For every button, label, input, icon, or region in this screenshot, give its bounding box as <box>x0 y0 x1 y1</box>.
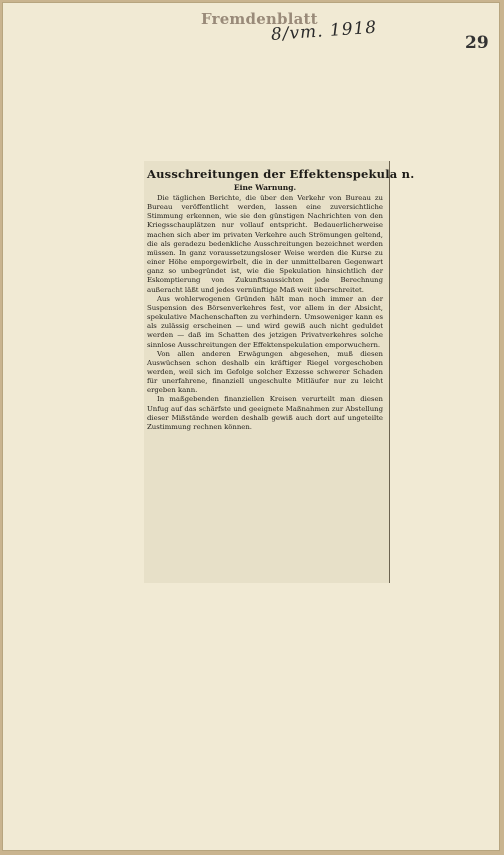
handwritten-date: 8/vm. 1918 <box>270 17 378 45</box>
article-paragraph-2: Aus wohlerwogenen Gründen hält man noch immer an der Suspension des Börsenverkehres fest, vor allem in der Absicht, spekulative Machenschaften zu verhindern. Umsoweniger kann es als zulässig erscheinen — und wird gewiß auch nicht geduldet werden — daß im Schatten des jetzigen Privatverkehres solche sinnlose Ausschreitungen der Effektenspekulation emporwuchern. <box>147 294 383 349</box>
archive-page <box>2 2 500 851</box>
article-paragraph-3: Von allen anderen Erwägungen abgesehen, muß diesen Auswüchsen schon deshalb ein kräftiger Riegel vorgeschoben werden, weil sich im Gefolge solcher Exzesse schwerer Schaden für unerfahrene, finanziell ungeschulte Mitläufer nur zu leicht ergeben kann. <box>147 349 383 395</box>
page-number: 29 <box>465 33 489 53</box>
article-paragraph-4: In maßgebenden finanziellen Kreisen verurteilt man diesen Unfug auf das schärfste und geeignete Maßnahmen zur Abstellung dieser Mißstände werden deshalb gewiß auch dort auf ungeteilte Zustimmung rechnen können. <box>147 395 383 431</box>
article-paragraph-1: Die täglichen Berichte, die über den Verkehr von Bureau zu Bureau veröffentlicht werden, lassen eine zuversichtliche Stimmung erkennen, wie sie den günstigen Nachrichten von den Kriegsschauplätzen nur vollauf entspricht. Bedauerlicherweise machen sich aber im privaten Verkehre auch Strömungen geltend, die als geradezu bedenkliche Ausschreitungen bezeichnet werden müssen. In ganz voraussetzungsloser Weise werden die Kurse zu einer Höhe emporgewirbelt, die in der unmittelbaren Gegenwart ganz so unbegründet ist, wie die Spekulation hinsichtlich der Eskomptierung von Zukunftsaussichten jede Berechnung außeracht läßt und jedes vernünftige Maß weit überschreitet. <box>147 194 383 294</box>
article-subhead: Eine Warnung. <box>233 183 297 192</box>
newspaper-clipping <box>144 161 415 583</box>
article-headline: Ausschreitungen der Effektenspekula n. <box>147 167 415 181</box>
newspaper-stamp: Fremdenblatt <box>201 10 318 28</box>
